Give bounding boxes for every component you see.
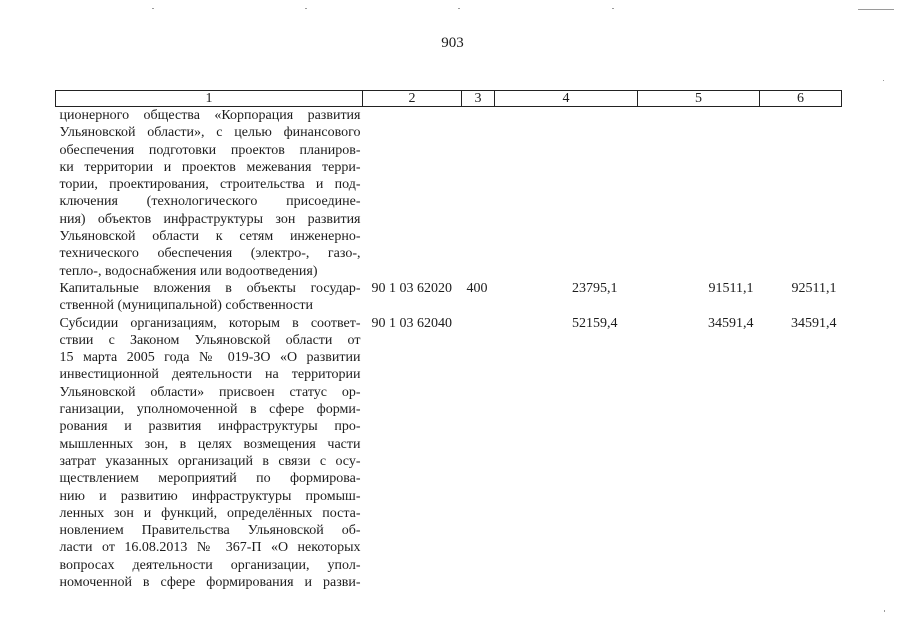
description-line: Ульяновской области» присвоен статус ор- xyxy=(59,384,361,400)
column-header: 4 xyxy=(495,91,638,107)
column-header: 5 xyxy=(638,91,760,107)
description-line: ния) объектов инфраструктуры зон развития xyxy=(59,211,361,227)
description-line: ключения (технологического присоедине- xyxy=(59,194,361,210)
description-line: ки территории и проектов межевания терри- xyxy=(59,159,361,175)
row-code: 90 1 03 62040 xyxy=(371,315,452,331)
row-expense-type xyxy=(462,107,495,280)
column-header: 6 xyxy=(760,91,842,107)
description-line: ществлением мероприятий по формирова- xyxy=(59,471,361,487)
description-line: рования и развития инфраструктуры про- xyxy=(59,419,361,435)
scan-mark xyxy=(152,8,154,9)
description-line: вопросах деятельности организации, упол- xyxy=(59,557,361,573)
row-description xyxy=(56,107,363,280)
page-number: 903 xyxy=(441,35,464,51)
row-value-col6 xyxy=(760,107,842,280)
description-line: ленных зон и функций, определённых поста- xyxy=(59,505,361,521)
scan-mark xyxy=(305,8,307,9)
scan-mark xyxy=(612,8,614,9)
description-line: тепло-, водоснабжения или водоотведения) xyxy=(59,263,318,279)
scan-mark xyxy=(884,610,885,612)
row-description xyxy=(56,280,363,315)
description-line: ганизации, уполномоченной в сфере форми- xyxy=(59,402,361,418)
column-header: 2 xyxy=(363,91,462,107)
row-code: 90 1 03 62020 xyxy=(371,280,452,296)
row-expense-type xyxy=(462,315,495,592)
row-value-col4: 23795,1 xyxy=(572,280,618,296)
description-line: ционерного общества «Корпорация развития xyxy=(59,108,361,123)
description-line: нию и развитию инфраструктуры промыш- xyxy=(59,488,361,504)
table-row xyxy=(56,107,842,280)
description-line: Ульяновской области», с целью финансового xyxy=(59,125,361,141)
description-line: технического обеспечения (электро-, газо-, xyxy=(59,246,361,262)
description-line: обеспечения подготовки проектов планиров- xyxy=(59,142,361,158)
description-line: Капитальные вложения в объекты государ- xyxy=(59,280,361,296)
description-line: мышленных зон, в целях возмещения части xyxy=(59,436,361,452)
description-line: Ульяновской области к сетям инженерно- xyxy=(59,229,361,245)
row-value-col5: 91511,1 xyxy=(708,280,754,296)
row-description xyxy=(56,315,363,592)
description-line: тории, проектирования, строительства и под- xyxy=(59,177,361,193)
column-header: 3 xyxy=(462,91,495,107)
row-value-col4 xyxy=(495,107,638,280)
table-row xyxy=(56,280,842,315)
row-value-col4: 52159,4 xyxy=(572,315,618,331)
row-expense-type: 400 xyxy=(466,280,488,296)
scan-mark xyxy=(883,80,884,81)
row-value-col6: 92511,1 xyxy=(791,280,837,296)
description-line: ласти от 16.08.2013 № 367-П «О некоторых xyxy=(59,540,361,556)
description-line: Субсидии организациям, которым в соответ- xyxy=(59,315,361,331)
description-line: номоченной в сфере формирования и разви- xyxy=(59,575,361,591)
description-line: ствии с Законом Ульяновской области от xyxy=(59,332,361,348)
row-code xyxy=(363,107,462,280)
description-line: затрат указанных организаций в связи с осу- xyxy=(59,453,361,469)
table-row xyxy=(56,315,842,592)
table-header-row xyxy=(56,91,842,107)
row-value-col6: 34591,4 xyxy=(791,315,837,331)
column-header: 1 xyxy=(56,91,363,107)
scan-mark xyxy=(458,8,460,9)
budget-table xyxy=(55,90,842,591)
description-line: 15 марта 2005 года № 019-ЗО «О развитии xyxy=(59,350,361,366)
row-value-col5 xyxy=(638,107,760,280)
row-value-col5: 34591,4 xyxy=(708,315,754,331)
description-line: новлением Правительства Ульяновской об- xyxy=(59,523,361,539)
description-line: ственной (муниципальной) собственности xyxy=(59,298,313,314)
scan-mark xyxy=(858,9,894,10)
description-line: инвестиционной деятельности на территории xyxy=(59,367,361,383)
